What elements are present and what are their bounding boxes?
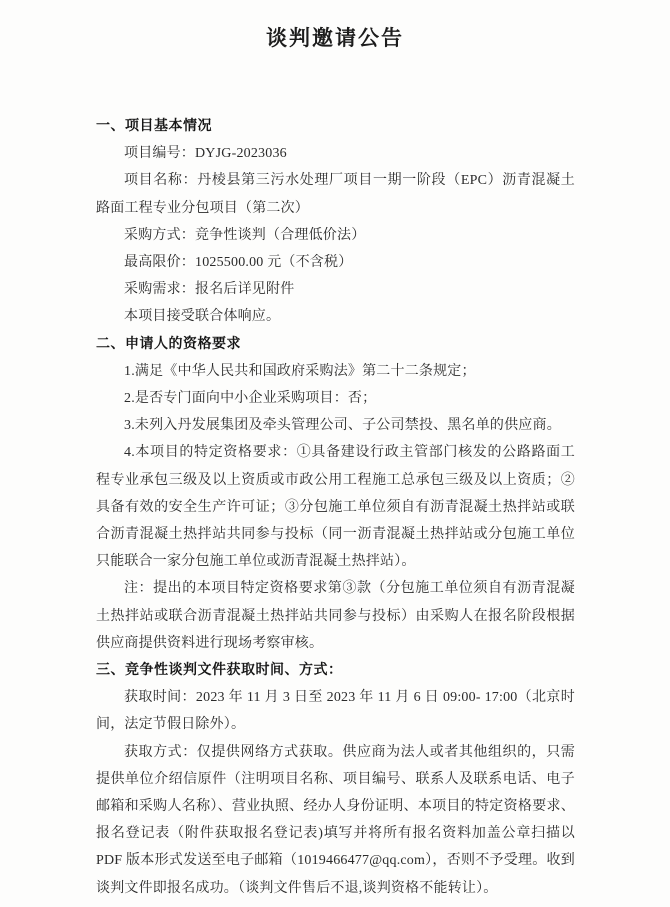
document-title: 谈判邀请公告 xyxy=(266,26,404,50)
paragraph: 获取方式：仅提供网络方式获取。供应商为法人或者其他组织的，只需提供单位介绍信原件（注明项目名称、项目编号、联系人及联系电话、电子邮箱和采购人名称）、营业执照、经办人身份证明、本项目的特定资格要求、报名登记表（附件获取报名登记表)填写并将所有报名资料加盖公章扫描以 PDF 版本形式发送至电子邮箱（1019466477@qq.com），否则不予受理。收到谈判文件即报名成功。（谈判文件售后不退,谈判资格不能转让）。 xyxy=(96,744,575,896)
paragraph: 最高限价：1025500.00 元（不含税） xyxy=(124,255,353,271)
paragraph: 注：提出的本项目特定资格要求第③款（分包施工单位须自有沥青混凝土热拌站或联合沥青混凝土热拌站共同参与投标）由采购人在报名阶段根据供应商提供资料进行现场考察审核。 xyxy=(96,581,575,651)
paragraph: 采购需求：报名后详见附件 xyxy=(124,282,295,298)
paragraph: 2.是否专门面向中小企业采购项目：否； xyxy=(124,391,377,407)
paragraph: 项目名称：丹棱县第三污水处理厂项目一期一阶段（EPC）沥青混凝土路面工程专业分包项目（第二次） xyxy=(96,173,575,216)
paragraph: 本项目接受联合体响应。 xyxy=(124,309,281,325)
paragraph: 采购方式：竞争性谈判（合理低价法） xyxy=(124,227,366,243)
paragraph: 3.未列入丹发展集团及牵头管理公司、子公司禁投、黑名单的供应商。 xyxy=(124,418,561,434)
paragraph: 获取时间：2023 年 11 月 3 日至 2023 年 11 月 6 日 09:00- 17:00（北京时间，法定节假日除外）。 xyxy=(96,690,575,733)
section-heading: 二、申请人的资格要求 xyxy=(96,336,241,352)
paragraph: 1.满足《中华人民共和国政府采购法》第二十二条规定； xyxy=(124,363,476,379)
section-heading: 三、竞争性谈判文件获取时间、方式： xyxy=(96,663,343,679)
section-heading: 一、项目基本情况 xyxy=(96,119,212,134)
paragraph: 4.本项目的特定资格要求：①具备建设行政主管部门核发的公路路面工程专业承包三级及以上资质或市政公用工程施工总承包三级及以上资质；②具备有效的安全生产许可证；③分包施工单位须自有沥青混凝土热拌站或联合沥青混凝土热拌站共同参与投标（同一沥青混凝土热拌站或分包施工单位只能联合一家分包施工单位或沥青混凝土热拌站）。 xyxy=(96,445,575,570)
document-body xyxy=(96,113,575,902)
paragraph: 项目编号：DYJG-2023036 xyxy=(124,146,287,162)
